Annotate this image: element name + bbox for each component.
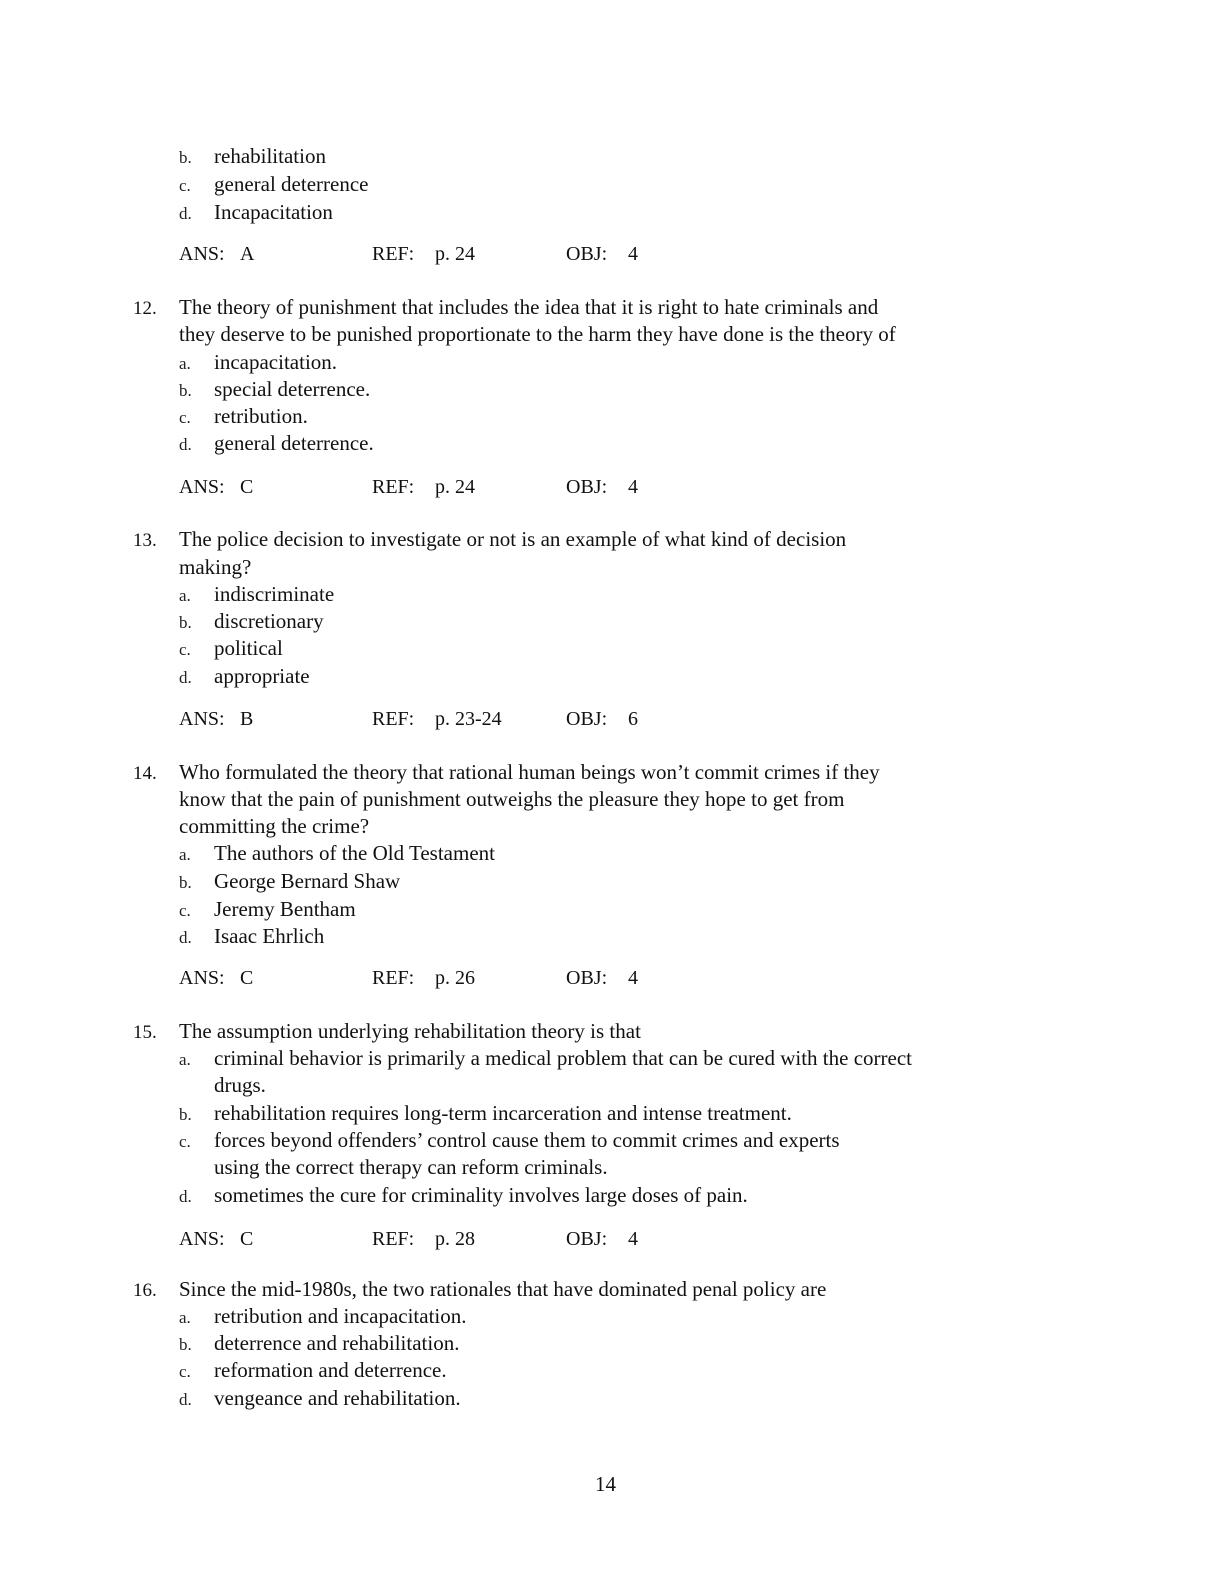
option-letter: b. bbox=[179, 1335, 192, 1354]
ref-label: REF: bbox=[372, 1228, 415, 1250]
obj-label: OBJ: bbox=[566, 967, 608, 989]
question-number: 15. bbox=[133, 1022, 157, 1043]
obj-value: 6 bbox=[628, 708, 638, 730]
ans-label: ANS: bbox=[179, 708, 225, 730]
question-number: 14. bbox=[133, 763, 157, 784]
option-text: forces beyond offenders’ control cause them to commit crimes and experts bbox=[214, 1128, 840, 1152]
option-letter: d. bbox=[179, 928, 192, 947]
option-letter: a. bbox=[179, 586, 191, 605]
option-text: appropriate bbox=[214, 664, 310, 688]
option-text: Isaac Ehrlich bbox=[214, 924, 325, 948]
ans-label: ANS: bbox=[179, 243, 225, 265]
option-letter: c. bbox=[179, 1132, 191, 1151]
option-text: deterrence and rehabilitation. bbox=[214, 1331, 460, 1355]
page-number: 14 bbox=[595, 1472, 616, 1496]
question-number: 13. bbox=[133, 530, 157, 551]
option-letter: d. bbox=[179, 204, 192, 223]
option-letter: b. bbox=[179, 381, 192, 400]
option-letter: b. bbox=[179, 148, 192, 167]
option-letter: c. bbox=[179, 1362, 191, 1381]
option-letter: d. bbox=[179, 1390, 192, 1409]
ref-label: REF: bbox=[372, 476, 415, 498]
option-letter: c. bbox=[179, 640, 191, 659]
obj-value: 4 bbox=[628, 967, 638, 989]
option-text: retribution. bbox=[214, 404, 308, 428]
option-text: general deterrence. bbox=[214, 431, 374, 455]
option-text: Incapacitation bbox=[214, 200, 333, 224]
option-text: incapacitation. bbox=[214, 350, 338, 374]
question-text: Who formulated the theory that rational human beings won’t commit crimes if they bbox=[179, 760, 880, 784]
obj-label: OBJ: bbox=[566, 476, 608, 498]
question-text: The theory of punishment that includes the idea that it is right to hate criminals and bbox=[179, 295, 879, 319]
option-text-continued: drugs. bbox=[214, 1073, 266, 1097]
question-text: Since the mid-1980s, the two rationales that have dominated penal policy are bbox=[179, 1277, 827, 1301]
option-letter: b. bbox=[179, 873, 192, 892]
question-text: making? bbox=[179, 555, 252, 579]
option-text: indiscriminate bbox=[214, 582, 335, 606]
question-text: The assumption underlying rehabilitation theory is that bbox=[179, 1019, 641, 1043]
ref-value: p. 24 bbox=[435, 476, 475, 498]
option-letter: c. bbox=[179, 176, 191, 195]
option-text: George Bernard Shaw bbox=[214, 869, 401, 893]
option-letter: a. bbox=[179, 845, 191, 864]
ans-label: ANS: bbox=[179, 967, 225, 989]
option-text: general deterrence bbox=[214, 172, 369, 196]
ref-label: REF: bbox=[372, 708, 415, 730]
ref-label: REF: bbox=[372, 967, 415, 989]
obj-label: OBJ: bbox=[566, 708, 608, 730]
option-text: The authors of the Old Testament bbox=[214, 841, 495, 865]
option-text: reformation and deterrence. bbox=[214, 1358, 447, 1382]
ans-value: C bbox=[240, 1228, 254, 1250]
ans-label: ANS: bbox=[179, 476, 225, 498]
question-text: they deserve to be punished proportionate to the harm they have done is the theory of bbox=[179, 322, 896, 346]
option-letter: d. bbox=[179, 668, 192, 687]
option-text: criminal behavior is primarily a medical problem that can be cured with the correct bbox=[214, 1046, 912, 1070]
option-letter: c. bbox=[179, 408, 191, 427]
option-text: rehabilitation requires long-term incarceration and intense treatment. bbox=[214, 1101, 792, 1125]
obj-label: OBJ: bbox=[566, 243, 608, 265]
ref-value: p. 26 bbox=[435, 967, 475, 989]
option-text: retribution and incapacitation. bbox=[214, 1304, 467, 1328]
ref-value: p. 23-24 bbox=[435, 708, 502, 730]
option-text: sometimes the cure for criminality involves large doses of pain. bbox=[214, 1183, 748, 1207]
option-letter: a. bbox=[179, 354, 191, 373]
option-text: special deterrence. bbox=[214, 377, 371, 401]
ans-value: C bbox=[240, 476, 254, 498]
ans-value: A bbox=[240, 243, 255, 265]
option-text: rehabilitation bbox=[214, 144, 326, 168]
option-text: Jeremy Bentham bbox=[214, 897, 356, 921]
ref-value: p. 28 bbox=[435, 1228, 475, 1250]
question-text: committing the crime? bbox=[179, 814, 370, 838]
question-number: 12. bbox=[133, 298, 157, 319]
question-text: know that the pain of punishment outweighs the pleasure they hope to get from bbox=[179, 787, 845, 811]
option-letter: b. bbox=[179, 1105, 192, 1124]
obj-label: OBJ: bbox=[566, 1228, 608, 1250]
option-letter: d. bbox=[179, 1187, 192, 1206]
option-text: political bbox=[214, 636, 283, 660]
question-text: The police decision to investigate or not is an example of what kind of decision bbox=[179, 527, 847, 551]
option-letter: c. bbox=[179, 901, 191, 920]
option-text: discretionary bbox=[214, 609, 324, 633]
obj-value: 4 bbox=[628, 243, 638, 265]
ans-label: ANS: bbox=[179, 1228, 225, 1250]
option-letter: a. bbox=[179, 1308, 191, 1327]
option-text: vengeance and rehabilitation. bbox=[214, 1386, 461, 1410]
option-letter: a. bbox=[179, 1050, 191, 1069]
option-letter: b. bbox=[179, 613, 192, 632]
option-letter: d. bbox=[179, 435, 192, 454]
obj-value: 4 bbox=[628, 476, 638, 498]
question-number: 16. bbox=[133, 1280, 157, 1301]
ref-label: REF: bbox=[372, 243, 415, 265]
ans-value: B bbox=[240, 708, 254, 730]
ans-value: C bbox=[240, 967, 254, 989]
obj-value: 4 bbox=[628, 1228, 638, 1250]
option-text-continued: using the correct therapy can reform criminals. bbox=[214, 1155, 608, 1179]
ref-value: p. 24 bbox=[435, 243, 475, 265]
